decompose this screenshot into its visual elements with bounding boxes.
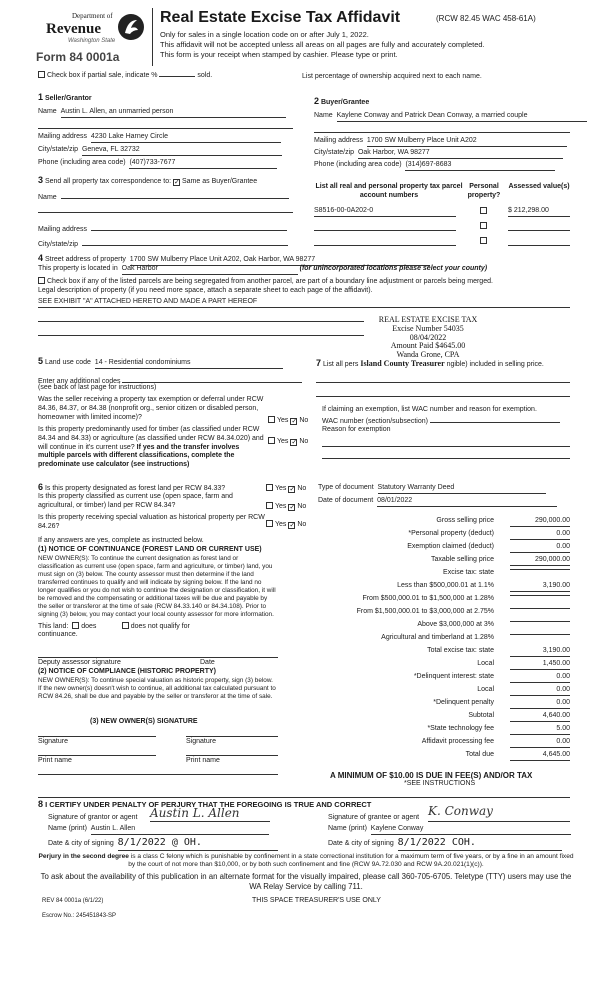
owner2-print-label: Print name: [186, 757, 220, 764]
land-use-row: 5 Land use code 14 - Residential condominiums: [38, 356, 283, 369]
partial-sale-percent-field[interactable]: [159, 76, 195, 77]
grantee-name-field[interactable]: Kaylene Conway: [371, 825, 571, 835]
document-type-row: Type of document Statutory Warranty Deed: [318, 484, 546, 494]
historic-yes-checkbox[interactable]: [266, 520, 273, 527]
grantor-date-field[interactable]: 8/1/2022 @ OH.: [118, 837, 278, 851]
assessed-value-1[interactable]: $ 212,298.00: [508, 207, 570, 217]
exemption-question: Was the seller receiving a property tax exemption or deferral under RCW 84.36, 84.37, or 84.38 (nonprofit org., senior citizen or disabled person, homeowner with limited income)?: [38, 396, 264, 421]
stamp-line-1: REAL ESTATE EXCISE TAX: [378, 315, 478, 324]
partial-sale-checkbox[interactable]: [38, 71, 45, 78]
exemption-no-checkbox[interactable]: [290, 418, 297, 425]
tax-row-value[interactable]: [510, 608, 570, 609]
seller-mailing-field[interactable]: 4230 Lake Harney Circle: [91, 133, 281, 143]
personal-property-text: 7 List all pers Island County Treasurer ngible) included in selling price.: [316, 358, 544, 368]
correspondence-name-field[interactable]: [61, 191, 289, 199]
form-title: Real Estate Excise Tax Affidavit: [160, 9, 401, 26]
tax-row-value[interactable]: 3,190.00: [510, 582, 570, 592]
stamp-line-2: Excise Number 54035: [392, 323, 464, 333]
tax-row-value[interactable]: 290,000.00: [510, 517, 570, 527]
notice-continuance-body: NEW OWNER(S): To continue the current designation as forest land or classification as current use (open space, farm and agriculture, or timber) land, you must sign on (3) below. The county assessor must then determine if the land transferred continues to qualify and will indicate by signing below. If the land no longer qualifies or you do not wish to continue the designation or classification, it will be removed and the compensating or additional taxes will be due and payable by the seller or transferor at the time of sale (RCW 84.33.140 or 84.34.108). Prior to signing (3) below, you may contact your local county assessor for more information.: [38, 555, 276, 618]
tax-row: [318, 542, 578, 555]
buyer-name-field[interactable]: Kaylene Conway and Patrick Dean Conway, a married couple: [337, 112, 587, 122]
ownership-note: List percentage of ownership acquired next to each name.: [302, 73, 482, 80]
seller-name-row: Name Austin L. Allen, an unmarried person: [38, 108, 293, 118]
stamp-line-5: Wanda Grone, CPA: [396, 350, 460, 360]
buyer-heading: 2 Buyer/Grantee: [314, 96, 370, 106]
current-use-no-checkbox[interactable]: [288, 504, 295, 511]
deputy-signature-label: Deputy assessor signature: [38, 659, 121, 666]
correspondence-mailing-row: Mailing address: [38, 223, 287, 235]
tax-row: [318, 516, 578, 529]
seller-city-field[interactable]: Geneva, FL 32732: [82, 146, 282, 156]
timber-yes-no: Yes ✓ No: [268, 437, 308, 447]
tax-row-label: Local: [477, 686, 494, 693]
correspondence-heading: 3 Send all property tax correspondence to: ✓ Same as Buyer/Grantee: [38, 175, 257, 187]
grantee-signature[interactable]: K. Conway: [428, 804, 570, 822]
correspondence-mailing-field[interactable]: [91, 223, 287, 231]
certify-heading: 8 I CERTIFY UNDER PENALTY OF PERJURY THAT THE FOREGOING IS TRUE AND CORRECT: [38, 799, 372, 809]
forest-yes-checkbox[interactable]: [266, 484, 273, 491]
new-owner-signature-title: (3) NEW OWNER(S) SIGNATURE: [90, 718, 198, 725]
seller-mailing-row: Mailing address 4230 Lake Harney Circle: [38, 133, 281, 143]
tax-row-label: From $1,500,000.01 to $3,000,000 at 2.75%: [356, 608, 494, 615]
tax-row-label: Excise tax: state: [443, 569, 494, 576]
tax-row-label: Affidavit processing fee: [421, 738, 494, 745]
correspondence-city-row: City/state/zip: [38, 238, 288, 250]
stamp-line-4: Amount Paid $4645.00: [390, 341, 466, 351]
buyer-phone-row: Phone (including area code) (314)697-8683: [314, 161, 555, 171]
parcel-col-header: List all real and personal property tax parcel account numbers: [315, 183, 463, 199]
timber-question: Is this property predominantly used for timber (as classified under RCW 84.34 and 84.33) or agriculture (as classified under RCW 84.34.020) and will continue in it's current use? If yes and the transfer involves multiple parcels with different classifications, complete the predominate use calculator (see instructions): [38, 426, 264, 468]
personal-property-checkbox-3[interactable]: [480, 237, 487, 244]
tax-row-label: Above $3,000,000 at 3%: [417, 621, 494, 628]
historic-yes-no: Yes ✓ No: [266, 520, 306, 530]
current-use-question: Is this property classified as current use (open space, farm and agricultural, or timber) land per RCW 84.34?: [38, 493, 233, 509]
notice-compliance-title: (2) NOTICE OF COMPLIANCE (HISTORIC PROPERTY): [38, 668, 216, 675]
tax-row: [318, 607, 578, 620]
personal-property-checkbox-2[interactable]: [480, 222, 487, 229]
partial-sale-label-b: sold.: [197, 72, 213, 79]
tax-row: [318, 646, 578, 659]
qualify-row: This land: does does not qualify for: [38, 623, 190, 630]
tax-row-value[interactable]: 0.00: [510, 686, 570, 696]
correspondence-city-field[interactable]: [82, 238, 288, 246]
parcel-number-1[interactable]: S8516-00-0A202-0: [314, 207, 456, 217]
buyer-phone-field[interactable]: (314)697-8683: [405, 161, 555, 171]
tax-row-value[interactable]: [510, 634, 570, 635]
tax-row-label: *State technology fee: [427, 725, 494, 732]
tax-row-label: Local: [477, 660, 494, 667]
notice-compliance-body: NEW OWNER(S): To continue special valuation as historic property, sign (3) below. If the new owner(s) doesn't wish to continue, all additional tax calculated pursuant to RCW 84.26, shall be due and payable by the seller or transferor at the time of sale.: [38, 677, 276, 700]
minimum-fee-note: A MINIMUM OF $10.00 IS DUE IN FEE(S) AND/OR TAX: [330, 771, 533, 780]
agency-line1: Department of: [72, 12, 113, 20]
qualify-does-checkbox[interactable]: [72, 622, 79, 629]
exemption-wac-label: If claiming an exemption, list WAC number and reason for exemption.: [322, 406, 537, 413]
header-note-1: Only for sales in a single location code on or after July 1, 2022.: [160, 30, 369, 39]
grantor-signature[interactable]: Austin L. Allen: [150, 806, 270, 822]
forest-no-checkbox[interactable]: [288, 486, 295, 493]
document-type-field[interactable]: Statutory Warranty Deed: [378, 484, 546, 494]
tax-row-value[interactable]: [510, 569, 570, 570]
correspondence-name-row: Name: [38, 191, 289, 203]
tax-row-value[interactable]: 0.00: [510, 699, 570, 709]
tax-row-value[interactable]: 3,190.00: [510, 647, 570, 657]
tax-row: [318, 672, 578, 685]
segregated-row: Check box if any of the listed parcels are being segregated from another parcel, are part of a boundary line adjustment or parcels being merged.: [38, 277, 493, 287]
treasurer-stamp: [364, 316, 492, 360]
document-date-field[interactable]: 08/01/2022: [377, 497, 557, 507]
tax-row-label: Taxable selling price: [430, 556, 494, 563]
tax-row-value[interactable]: 1,450.00: [510, 660, 570, 670]
owner1-signature-label: Signature: [38, 738, 68, 745]
stamp-line-3: 08/04/2022: [409, 332, 447, 342]
tax-row-value[interactable]: 4,645.00: [510, 751, 570, 761]
buyer-city-field[interactable]: Oak Harbor, WA 98277: [358, 149, 563, 159]
tax-row: [318, 555, 578, 568]
street-row: 4 Street address of property 1700 SW Mulberry Place Unit A202, Oak Harbor, WA 98277: [38, 253, 430, 266]
additional-codes-field[interactable]: [122, 375, 302, 383]
tax-row-value[interactable]: [510, 621, 570, 622]
revision-label: REV 84 0001a (6/1/22): [42, 898, 104, 904]
tax-row-value[interactable]: [510, 595, 570, 596]
form-number: Form 84 0001a: [36, 50, 120, 64]
reason-row: Reason for exemption: [322, 426, 391, 433]
historic-no-checkbox[interactable]: [288, 522, 295, 529]
grantee-signature-label: Signature of grantee or agent: [328, 814, 420, 821]
grantor-signature-label: Signature of grantor or agent: [48, 814, 138, 821]
forest-question: 6 Is this property designated as forest land per RCW 84.33?: [38, 482, 226, 492]
tax-row: [318, 711, 578, 724]
buyer-name-row: Name Kaylene Conway and Patrick Dean Conway, a married couple: [314, 112, 587, 122]
escrow-number: Escrow No.: 245451843-SP: [42, 913, 117, 919]
tax-row-value[interactable]: 0.00: [510, 673, 570, 683]
additional-codes-note: (see back of last page for instructions): [38, 384, 157, 391]
owner1-print-label: Print name: [38, 757, 72, 764]
legal-description-label: Legal description of property (if you need more space, attach a separate sheet to each page of the affidavit).: [38, 287, 373, 294]
agency-line2: Revenue: [46, 21, 101, 37]
any-yes-note: If any answers are yes, complete as instructed below.: [38, 537, 204, 544]
buyer-mailing-row: Mailing address 1700 SW Mulberry Place Unit A202: [314, 137, 567, 147]
grantee-date-field[interactable]: 8/1/2022 COH.: [398, 837, 562, 851]
forest-yes-no: Yes ✓ No: [266, 484, 306, 494]
tax-row-value[interactable]: 0.00: [510, 543, 570, 553]
tax-row-value[interactable]: 5.00: [510, 725, 570, 735]
tax-row-value[interactable]: 0.00: [510, 738, 570, 748]
qualify-does-not-checkbox[interactable]: [122, 622, 129, 629]
segregated-checkbox[interactable]: [38, 277, 45, 284]
form-citation: (RCW 82.45 WAC 458-61A): [436, 14, 536, 23]
personal-col-header: Personal property?: [467, 183, 501, 199]
continuance-label: continuance.: [38, 631, 78, 638]
legal-description-value[interactable]: SEE EXHIBIT "A" ATTACHED HERETO AND MADE A PART HEREOF: [38, 298, 258, 305]
tax-row: [318, 568, 578, 581]
located-row: This property is located in Oak Harbor (for unincorporated locations please select your county): [38, 265, 487, 275]
tax-row: [318, 620, 578, 633]
street-field[interactable]: 1700 SW Mulberry Place Unit A202, Oak Harbor, WA 98277: [130, 256, 430, 266]
tax-row-label: *Delinquent penalty: [433, 699, 494, 706]
seller-phone-field[interactable]: (407)733-7677: [129, 159, 277, 169]
grantee-date-row: Date & city of signing 8/1/2022 COH.: [328, 837, 562, 851]
owner2-signature-label: Signature: [186, 738, 216, 745]
tax-row-label: From $500,000.01 to $1,500,000 at 1.28%: [362, 595, 494, 602]
historic-question: Is this property receiving special valuation as historical property per RCW 84.26?: [38, 514, 265, 530]
tax-calculation-table: [318, 516, 578, 766]
tax-row: [318, 529, 578, 542]
tax-row-label: Less than $500,000.01 at 1.1%: [397, 582, 494, 589]
seller-heading: 1 Seller/Grantor: [38, 92, 92, 102]
grantor-name-field[interactable]: Austin L. Allen: [91, 825, 269, 835]
agency-line3: Washington State: [68, 38, 116, 44]
tax-row-label: Agricultural and timberland at 1.28%: [381, 634, 494, 641]
timber-yes-checkbox[interactable]: [268, 437, 275, 444]
tax-row-label: Gross selling price: [436, 517, 494, 524]
tax-row-value[interactable]: 0.00: [510, 530, 570, 540]
perjury-notice: Perjury in the second degree is a class C felony which is punishable by confinement in a state correctional institution for a maximum term of five years, or by a fine in an amount fixed by the court of not more than $10,000, or by both such confinement and fine (RCW 9A.72.030 and RCW 9A.20.021(1)(c)).: [38, 853, 574, 869]
agency-logo-block: [36, 10, 148, 62]
seller-name-field[interactable]: Austin L. Allen, an unmarried person: [61, 108, 286, 118]
same-as-buyer-checkbox[interactable]: [173, 179, 180, 186]
current-use-yes-no: Yes ✓ No: [266, 502, 306, 512]
tax-row: [318, 750, 578, 763]
see-instructions-note: *SEE INSTRUCTIONS: [404, 780, 476, 787]
additional-codes-label: Enter any additional codes: [38, 375, 302, 387]
tax-row-label: Total excise tax: state: [427, 647, 494, 654]
located-field[interactable]: Oak Harbor: [122, 265, 298, 275]
tax-row-label: *Personal property (deduct): [408, 530, 494, 537]
current-use-yes-checkbox[interactable]: [266, 502, 273, 509]
tax-row: [318, 698, 578, 711]
tax-row: [318, 581, 578, 594]
land-use-field[interactable]: 14 - Residential condominiums: [95, 359, 283, 369]
notice-continuance-title: (1) NOTICE OF CONTINUANCE (FOREST LAND OR CURRENT USE): [38, 546, 262, 553]
wac-number-field[interactable]: [430, 415, 560, 423]
partial-sale-label-a: Check box if partial sale, indicate %: [47, 72, 158, 79]
wac-number-row: WAC number (section/subsection): [322, 415, 560, 427]
wa-revenue-logo-icon: [116, 12, 146, 42]
tax-row: [318, 633, 578, 646]
header-note-3: This form is your receipt when stamped by cashier. Please type or print.: [160, 50, 398, 59]
personal-property-checkbox-1[interactable]: [480, 207, 487, 214]
tax-row-label: *Delinquent interest: state: [413, 673, 494, 680]
exemption-yes-checkbox[interactable]: [268, 416, 275, 423]
tax-row: [318, 594, 578, 607]
partial-sale-row: [38, 71, 212, 81]
tax-row-label: Exemption claimed (deduct): [407, 543, 494, 550]
buyer-city-row: City/state/zip Oak Harbor, WA 98277: [314, 149, 563, 159]
document-date-row: Date of document 08/01/2022: [318, 497, 557, 507]
seller-city-row: City/state/zip Geneva, FL 32732: [38, 146, 282, 156]
deputy-date-label: Date: [200, 659, 215, 666]
tax-row-value[interactable]: 4,640.00: [510, 712, 570, 722]
timber-no-checkbox[interactable]: [290, 439, 297, 446]
tax-row-label: Total due: [465, 751, 494, 758]
tax-row-label: Subtotal: [468, 712, 494, 719]
seller-phone-row: Phone (including area code) (407)733-7677: [38, 159, 277, 169]
tax-row: [318, 685, 578, 698]
treasurer-use-label: THIS SPACE TREASURER'S USE ONLY: [252, 897, 381, 904]
tax-row: [318, 737, 578, 750]
tax-row-value[interactable]: 290,000.00: [510, 556, 570, 566]
tax-row: [318, 659, 578, 672]
exemption-yes-no: Yes ✓ No: [268, 416, 308, 426]
assessed-col-header: Assessed value(s): [508, 183, 570, 190]
buyer-mailing-field[interactable]: 1700 SW Mulberry Place Unit A202: [367, 137, 567, 147]
header-note-2: This affidavit will not be accepted unless all areas on all pages are fully and accurately completed.: [160, 40, 485, 49]
accessibility-notice: To ask about the availability of this publication in an alternate format for the visually impaired, please call 360-705-6705. Teletype (TTY) users may use the WA Relay Service by calling 711.: [40, 872, 572, 891]
grantee-name-row: Name (print) Kaylene Conway: [328, 825, 571, 835]
grantor-date-row: Date & city of signing 8/1/2022 @ OH.: [48, 837, 278, 851]
grantor-name-row: Name (print) Austin L. Allen: [48, 825, 269, 835]
tax-row: [318, 724, 578, 737]
